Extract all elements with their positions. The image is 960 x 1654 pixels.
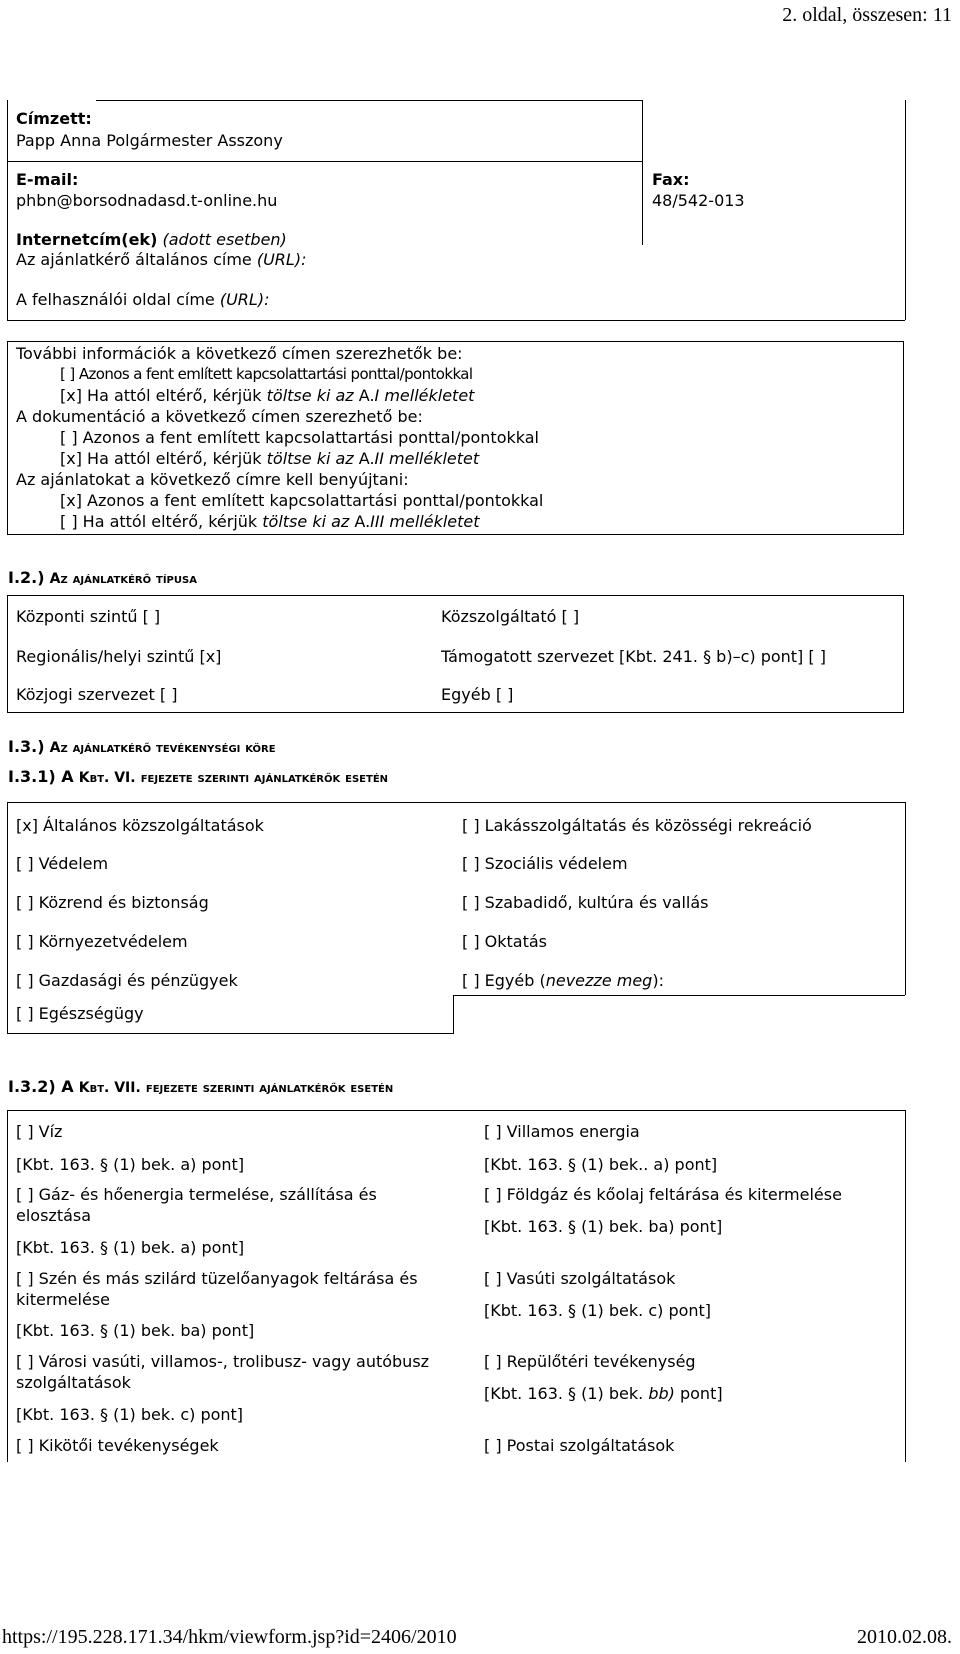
activity-public-order: [ ] Közrend és biztonság [16, 893, 209, 912]
footer-url: https://195.228.171.34/hkm/viewform.jsp?id=2406/2010 [2, 1626, 457, 1648]
fax-value: 48/542-013 [652, 191, 745, 210]
activity-economic: [ ] Gazdasági és pénzügyek [16, 971, 238, 990]
activity-other: [ ] Egyéb (nevezze meg): [462, 971, 664, 990]
page-info: 2. oldal, összesen: 11 [782, 4, 952, 26]
buyer-type-other: Egyéb [ ] [441, 685, 514, 704]
buyer-type-public-law: Közjogi szervezet [ ] [16, 685, 178, 704]
email-value: phbn@borsodnadasd.t-online.hu [16, 191, 278, 210]
recipient-value: Papp Anna Polgármester Asszony [16, 131, 283, 150]
buyer-url-label: A felhasználói oldal címe (URL): [16, 290, 270, 309]
buyer-type-utility: Közszolgáltató [ ] [441, 607, 580, 626]
activity-education: [ ] Oktatás [462, 932, 548, 951]
recipient-label: Címzett: [16, 109, 92, 128]
buyer-type-central: Központi szintű [ ] [16, 607, 161, 626]
buyer-type-regional: Regionális/helyi szintű [x] [16, 647, 222, 666]
activity-social: [ ] Szociális védelem [462, 854, 628, 873]
activity-recreation: [ ] Szabadidő, kultúra és vallás [462, 893, 709, 912]
footer-date: 2010.02.08. [857, 1626, 952, 1648]
further-info-lines: További információk a következő címen szerezhetők be: [ ] Azonos a fent említett kapcsolattartási ponttal/pontokkal [x] Ha attól eltérő, kérjük töltse ki az A.I mellékletet A dokumentáció a következő címen szerezhető be: [ ] Azonos a fent említett kapcsolattartási ponttal/pontokkal [x] Ha attól eltérő, kérjük töltse ki az A.II mellékletet Az ajánlatokat a következő címre kell benyújtani: [x] Azonos a fent említett kapcsolattartási ponttal/pontokkal [ ] Ha attól eltérő, kérjük töltse ki az A.III mellékletet [16, 344, 544, 531]
email-label: E-mail: [16, 170, 79, 189]
section-i2-heading: I.2.) Az ajánlatkérő típusa [8, 568, 197, 587]
buyer-type-subsidized: Támogatott szervezet [Kbt. 241. § b)–c) pont] [ ] [441, 647, 826, 666]
activity-environment: [ ] Környezetvédelem [16, 932, 188, 951]
section-i31-heading: I.3.1) A Kbt. VI. fejezete szerinti ajánlatkérők esetén [8, 767, 389, 786]
general-url-label: Az ajánlatkérő általános címe (URL): [16, 250, 307, 269]
activity-housing: [ ] Lakásszolgáltatás és közösségi rekreáció [462, 816, 812, 835]
activity-defence: [ ] Védelem [16, 854, 109, 873]
activity-health: [ ] Egészségügy [16, 1004, 144, 1023]
section-i3-heading: I.3.) Az ajánlatkérő tevékenységi köre [8, 737, 276, 756]
internet-heading: Internetcím(ek) (adott esetben) [16, 230, 287, 249]
fax-label: Fax: [652, 170, 690, 189]
section-i32-heading: I.3.2) A Kbt. VII. fejezete szerinti ajánlatkérők esetén [8, 1077, 394, 1096]
activity-general-services: [x] Általános közszolgáltatások [16, 816, 264, 835]
